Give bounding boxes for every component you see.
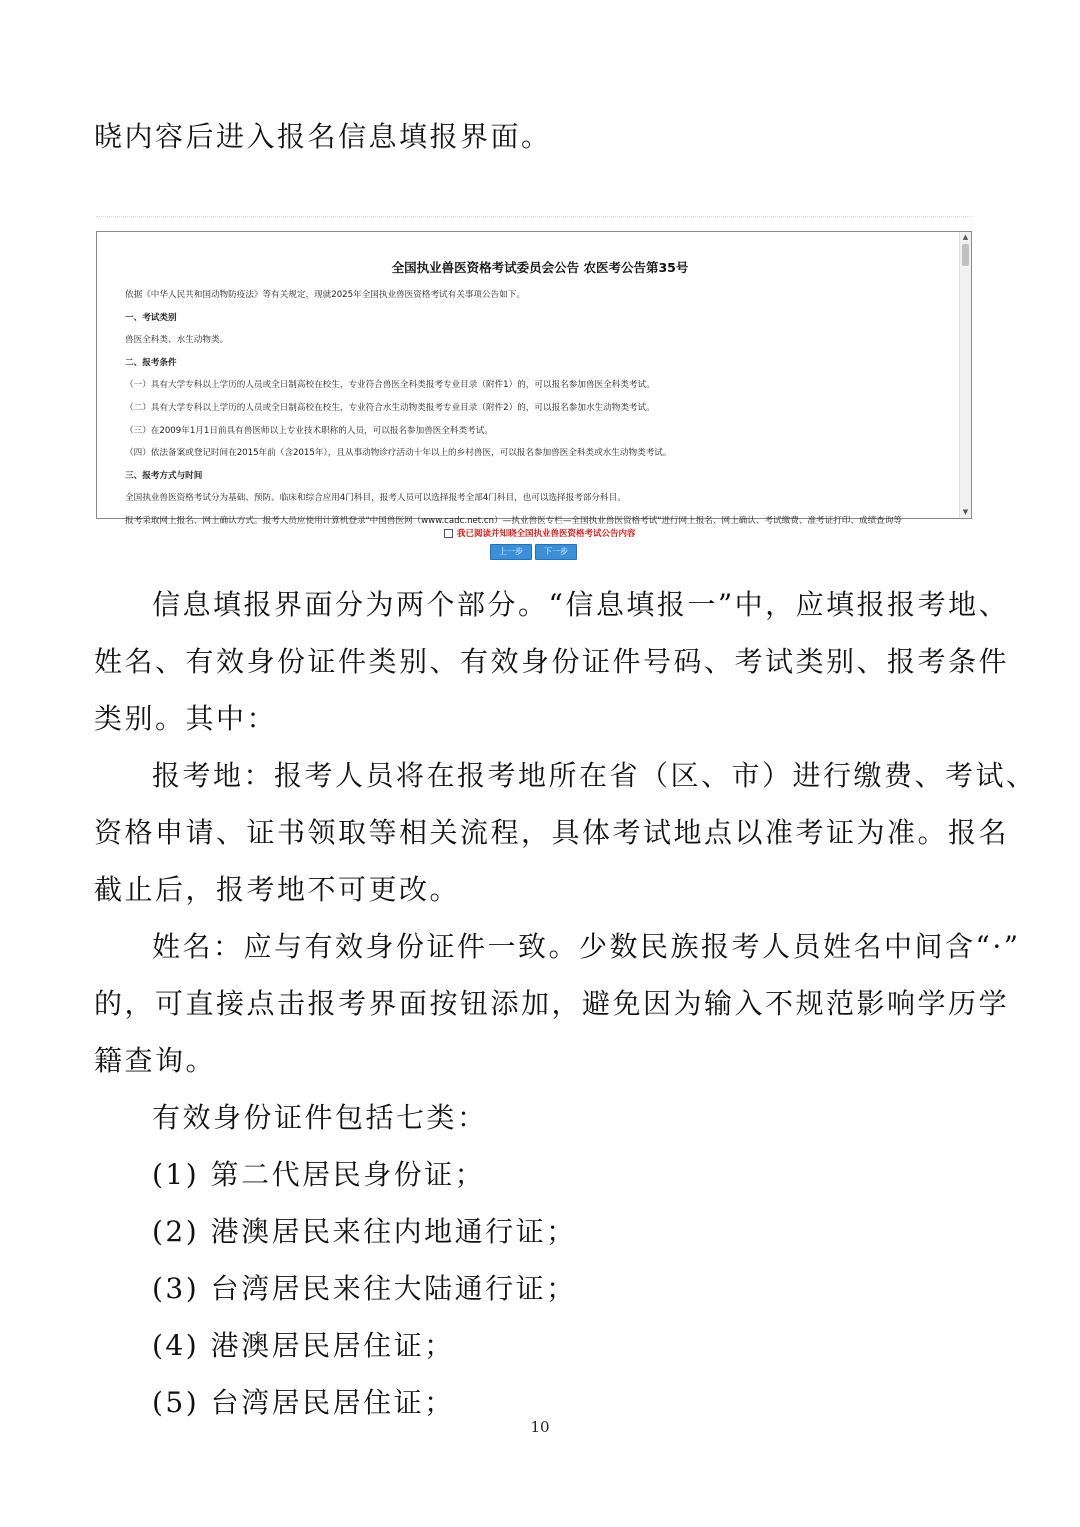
body-line: 类别。其中： [94, 702, 278, 735]
announcement-line: （四）依法备案或登记时间在2015年前（含2015年），且从事动物诊疗活动十年以上的乡村兽医，可以报名参加兽医全科类或水生动物类考试。 [125, 448, 672, 459]
announcement-line: 全国执业兽医资格考试分为基础、预防、临床和综合应用4门科目，报考人员可以选择报考全部4门科目，也可以选择报考部分科目。 [125, 493, 626, 504]
body-line: 姓名：应与有效身份证件一致。少数民族报考人员姓名中间含“·” [152, 930, 1021, 963]
announcement-line: 三、报考方式与时间 [125, 470, 203, 481]
scroll-down-arrow-icon[interactable]: ▼ [962, 508, 969, 516]
body-line: 截止后，报考地不可更改。 [94, 873, 461, 906]
body-line: (3) 台湾居民来往大陆通行证； [152, 1272, 577, 1305]
announcement-line: 兽医全科类、水生动物类。 [125, 335, 229, 346]
agree-row[interactable] [444, 527, 636, 539]
body-line: (1) 第二代居民身份证； [152, 1158, 486, 1191]
page-number: 10 [530, 1418, 550, 1436]
announcement-line: 二、报考条件 [125, 357, 177, 368]
announcement-line: （一）具有大学专科以上学历的人员或全日制高校在校生，专业符合兽医全科类报考专业目录（附件1）的，可以报名参加兽医全科类考试。 [125, 380, 655, 391]
scrollbar[interactable] [959, 232, 971, 518]
announcement-line: （三）在2009年1月1日前具有兽医师以上专业技术职称的人员，可以报名参加兽医全科类考试。 [125, 425, 493, 436]
announcement-line: 依据《中华人民共和国动物防疫法》等有关规定，现就2025年全国执业兽医资格考试有关事项公告如下。 [125, 290, 525, 300]
announcement-line: （二）具有大学专科以上学历的人员或全日制高校在校生，专业符合水生动物类报考专业目录（附件2）的，可以报名参加水生动物类考试。 [125, 403, 655, 413]
scroll-up-arrow-icon[interactable]: ▲ [962, 233, 969, 241]
body-line: 信息填报界面分为两个部分。“信息填报一”中，应填报报考地、 [152, 588, 1010, 621]
body-line: 资格申请、证书领取等相关流程，具体考试地点以准考证为准。报名 [94, 816, 1010, 849]
agree-label: 我已阅读并知晓全国执业兽医资格考试公告内容 [457, 529, 636, 539]
body-line: (4) 港澳居民居住证； [152, 1329, 455, 1362]
announcement-title: 全国执业兽医资格考试委员会公告 农医考公告第35号 [391, 260, 689, 275]
body-line: 的，可直接点击报考界面按钮添加，避免因为输入不规范影响学历学 [94, 987, 1010, 1020]
body-line: 籍查询。 [94, 1044, 217, 1077]
intro-line: 晓内容后进入报名信息填报界面。 [94, 120, 552, 153]
body-line: 姓名、有效身份证件类别、有效身份证件号码、考试类别、报考条件 [94, 645, 1010, 678]
announcement-line: 报考采取网上报名、网上确认方式。报考人员应使用计算机登录"中国兽医网（www.cadc.net.cn）—执业兽医专栏—全国执业兽医资格考试"进行网上报名、网上确认、考试缴费、准考证打印、成绩查询等 [125, 516, 902, 526]
body-paragraphs [94, 576, 1037, 1431]
body-line: (5) 台湾居民居住证； [152, 1386, 455, 1419]
body-line: 报考地：报考人员将在报考地所在省（区、市）进行缴费、考试、 [152, 759, 1037, 792]
announcement-line: 一、考试类别 [125, 312, 177, 323]
body-line: (2) 港澳居民来往内地通行证； [152, 1215, 577, 1248]
divider [96, 216, 972, 217]
scroll-thumb[interactable] [962, 244, 969, 266]
agree-checkbox[interactable] [444, 529, 453, 538]
next-step-button[interactable]: 下一步 [535, 544, 577, 560]
intro-paragraph [94, 108, 974, 165]
announcement-screenshot [96, 231, 972, 526]
body-line: 有效身份证件包括七类： [152, 1101, 488, 1134]
prev-step-button[interactable]: 上一步 [490, 544, 532, 560]
